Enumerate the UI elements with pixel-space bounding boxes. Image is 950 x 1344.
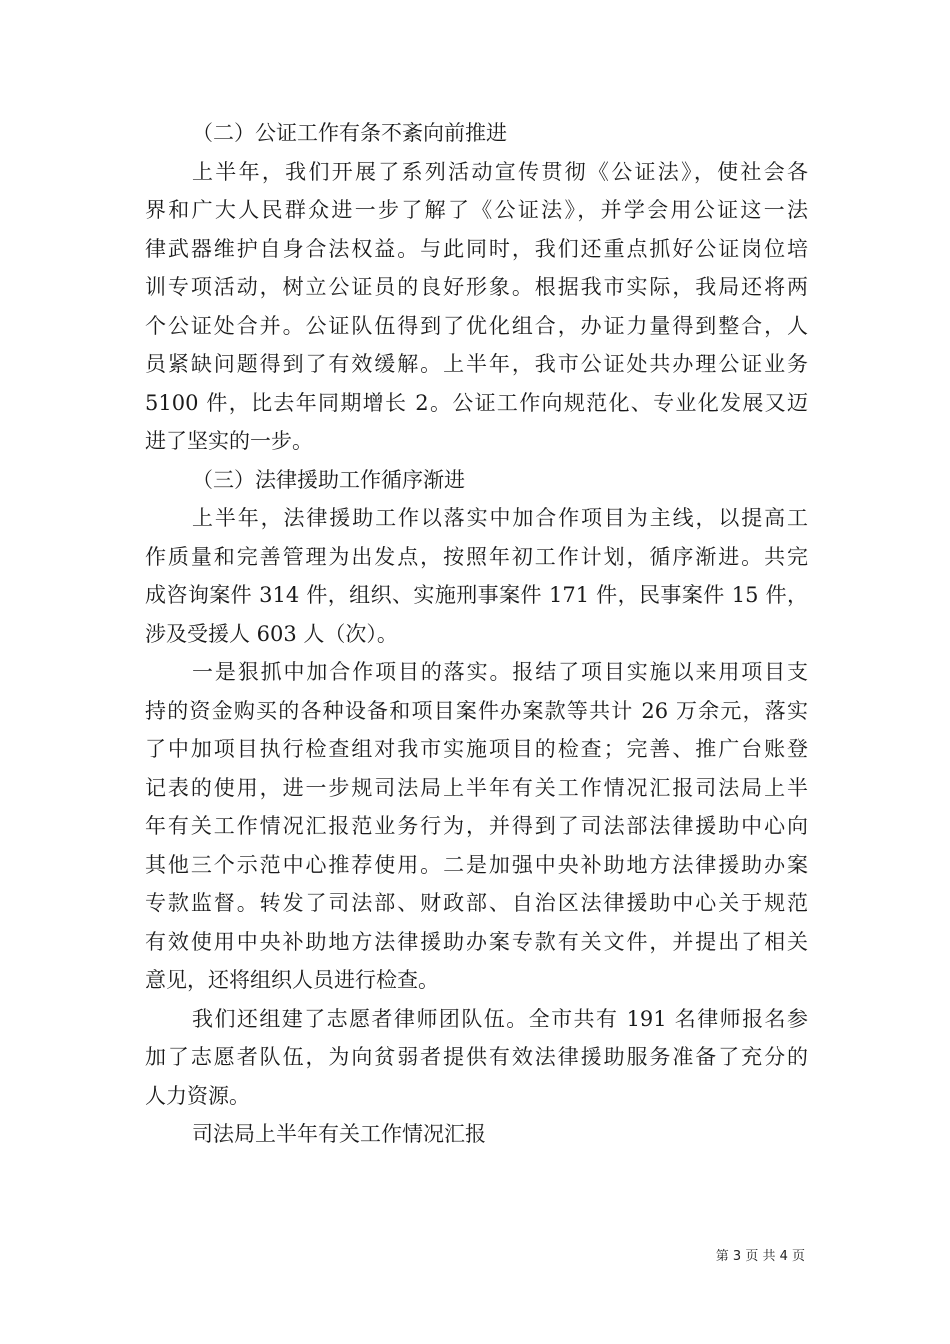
text-line: 加了志愿者队伍，为向贫弱者提供有效法律援助服务准备了充分的 — [145, 1045, 808, 1069]
text-line: （二）公证工作有条不紊向前推进 — [192, 121, 507, 145]
text-line: 年有关工作情况汇报范业务行为，并得到了司法部法律援助中心向 — [145, 814, 808, 838]
text-line: 5100 件，比去年同期增长 2。公证工作向规范化、专业化发展又迈 — [145, 390, 808, 415]
text-line: 了中加项目执行检查组对我市实施项目的检查；完善、推广台账登 — [145, 737, 808, 761]
page-number: 第 3 页 共 4 页 — [715, 1249, 805, 1264]
text-line: 进了坚实的一步。 — [145, 429, 313, 453]
text-line: 界和广大人民群众进一步了解了《公证法》，并学会用公证这一法 — [145, 198, 808, 222]
text-line: 涉及受援人 603 人（次）。 — [145, 621, 398, 646]
text-line: 意见，还将组织人员进行检查。 — [145, 968, 439, 992]
text-line: 作质量和完善管理为出发点，按照年初工作计划，循序渐进。共完 — [145, 544, 808, 569]
text-line: 记表的使用，进一步规司法局上半年有关工作情况汇报司法局上半 — [145, 775, 808, 800]
text-line: 员紧缺问题得到了有效缓解。上半年，我市公证处共办理公证业务 — [145, 352, 808, 376]
document-body — [145, 114, 808, 1154]
text-line: 上半年，我们开展了系列活动宣传贯彻《公证法》，使社会各 — [192, 159, 808, 184]
text-line: 律武器维护自身合法权益。与此同时，我们还重点抓好公证岗位培 — [145, 236, 808, 261]
text-line: 训专项活动，树立公证员的良好形象。根据我市实际，我局还将两 — [145, 275, 808, 299]
text-line: 上半年，法律援助工作以落实中加合作项目为主线，以提高工 — [192, 506, 808, 530]
text-line: 成咨询案件 314 件，组织、实施刑事案件 171 件，民事案件 15 件， — [145, 583, 808, 607]
text-line: 专款监督。转发了司法部、财政部、自治区法律援助中心关于规范 — [145, 891, 808, 915]
text-line: 个公证处合并。公证队伍得到了优化组合，办证力量得到整合，人 — [145, 313, 808, 338]
text-line: 有效使用中央补助地方法律援助办案专款有关文件，并提出了相关 — [145, 929, 808, 954]
text-line: （三）法律援助工作循序渐进 — [192, 467, 465, 492]
text-line: 其他三个示范中心推荐使用。二是加强中央补助地方法律援助办案 — [145, 852, 808, 877]
text-line: 我们还组建了志愿者律师团队伍。全市共有 191 名律师报名参 — [192, 1006, 808, 1031]
text-line: 司法局上半年有关工作情况汇报 — [192, 1122, 486, 1146]
text-line: 人力资源。 — [145, 1083, 250, 1108]
text-line: 持的资金购买的各种设备和项目案件办案款等共计 26 万余元，落实 — [145, 698, 808, 723]
text-line: 一是狠抓中加合作项目的落实。报结了项目实施以来用项目支 — [192, 660, 808, 684]
